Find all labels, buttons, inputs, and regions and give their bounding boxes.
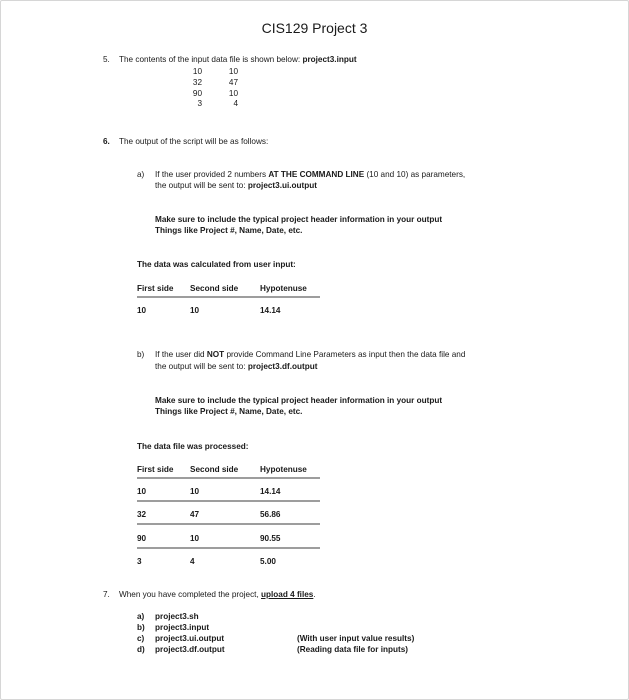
item-6a-line1-bold: AT THE COMMAND LINE <box>268 170 365 179</box>
item-7-period: . <box>313 590 316 599</box>
item-6a-note-2: Things like Project #, Name, Date, etc. <box>155 226 303 235</box>
table-row-divider <box>137 523 320 525</box>
table-header-cell: Hypotenuse <box>260 465 307 474</box>
table-cell: 47 <box>190 510 200 520</box>
item-6b-line1-pre: If the user did <box>155 350 205 359</box>
table-cell: 56.86 <box>260 510 281 520</box>
item-6b-label: b) <box>137 350 145 359</box>
input-value-second: 4 <box>233 99 238 109</box>
item-6a-line1 <box>155 170 465 180</box>
item-6a-label: a) <box>137 170 145 179</box>
table-cell: 90.55 <box>260 533 281 543</box>
item-5-number: 5. <box>103 55 110 64</box>
file-item-note: (Reading data file for inputs) <box>297 645 408 654</box>
item-6b-line1-bold: NOT <box>206 350 225 359</box>
table-header-cell: Hypotenuse <box>260 284 307 293</box>
table-cell: 90 <box>137 533 147 543</box>
table-cell: 3 <box>137 556 142 566</box>
table-cell: 5.00 <box>260 556 276 566</box>
item-6-number: 6. <box>103 137 110 146</box>
table-cell: 10 <box>190 487 200 496</box>
item-6-text: The output of the script will be as follows: <box>119 137 269 146</box>
table-cell: 32 <box>137 510 147 520</box>
table-header-cell: First side <box>137 284 174 293</box>
input-value-first: 90 <box>192 88 202 98</box>
file-item-name: project3.df.output <box>155 645 225 654</box>
item-5-text <box>119 55 357 65</box>
table-header-cell: First side <box>137 465 174 474</box>
table-cell: 10 <box>190 533 200 543</box>
file-item-name: project3.ui.output <box>155 634 225 643</box>
table-cell: 10 <box>190 306 200 315</box>
table-cell: 14.14 <box>260 306 281 315</box>
input-value-first: 3 <box>197 99 202 109</box>
item-6a-line1-post: (10 and 10) as parameters, <box>366 170 466 179</box>
item-6b-line2 <box>155 362 317 372</box>
file-item-label: d) <box>137 645 145 654</box>
file-item-name: project3.input <box>155 623 210 632</box>
table-header-cell: Second side <box>190 465 239 474</box>
input-value-second: 47 <box>228 77 238 87</box>
item-6a-line1-pre: If the user provided 2 numbers <box>155 170 267 179</box>
input-value-first: 32 <box>192 77 202 87</box>
file-item-label: a) <box>137 612 145 621</box>
page-title: CIS129 Project 3 <box>261 20 368 36</box>
table-header-divider <box>137 296 320 298</box>
table-cell: 10 <box>137 487 147 496</box>
input-value-second: 10 <box>228 88 238 98</box>
table-row-divider <box>137 547 320 549</box>
item-7-description: When you have completed the project, <box>119 590 259 599</box>
ui-output-filename: project3.ui.output <box>247 181 317 190</box>
file-item-label: c) <box>137 634 145 643</box>
upload-files-link[interactable]: upload 4 files <box>261 590 314 599</box>
item-6b-line2-pre: the output will be sent to: <box>155 362 246 371</box>
item-6a-line2-pre: the output will be sent to: <box>155 181 246 190</box>
table-cell: 10 <box>137 306 147 315</box>
table-cell: 4 <box>190 556 195 566</box>
item-5-description: The contents of the input data file is shown below: <box>119 55 301 64</box>
file-item-name: project3.sh <box>155 612 199 621</box>
input-filename: project3.input <box>302 55 357 64</box>
table-cell: 14.14 <box>260 487 281 496</box>
table-row-divider <box>137 500 320 502</box>
item-6a-heading: The data was calculated from user input: <box>137 260 296 269</box>
df-output-filename: project3.df.output <box>247 362 318 371</box>
item-7-number: 7. <box>103 590 110 599</box>
item-6b-heading: The data file was processed: <box>137 442 249 451</box>
item-6a-line2 <box>155 181 317 191</box>
item-6b-line1 <box>155 350 465 360</box>
item-7-text <box>119 590 316 600</box>
item-6b-line1-post: provide Command Line Parameters as input then the data file and <box>226 350 466 359</box>
table-header-divider <box>137 477 320 479</box>
input-value-second: 10 <box>228 67 238 76</box>
file-item-note: (With user input value results) <box>297 634 415 643</box>
input-value-first: 10 <box>192 67 202 76</box>
item-6b-note-1: Make sure to include the typical project header information in your output <box>155 396 443 405</box>
table-header-cell: Second side <box>190 284 239 293</box>
item-6a-note-1: Make sure to include the typical project header information in your output <box>155 215 443 224</box>
file-item-label: b) <box>137 623 145 632</box>
item-6b-note-2: Things like Project #, Name, Date, etc. <box>155 407 303 416</box>
